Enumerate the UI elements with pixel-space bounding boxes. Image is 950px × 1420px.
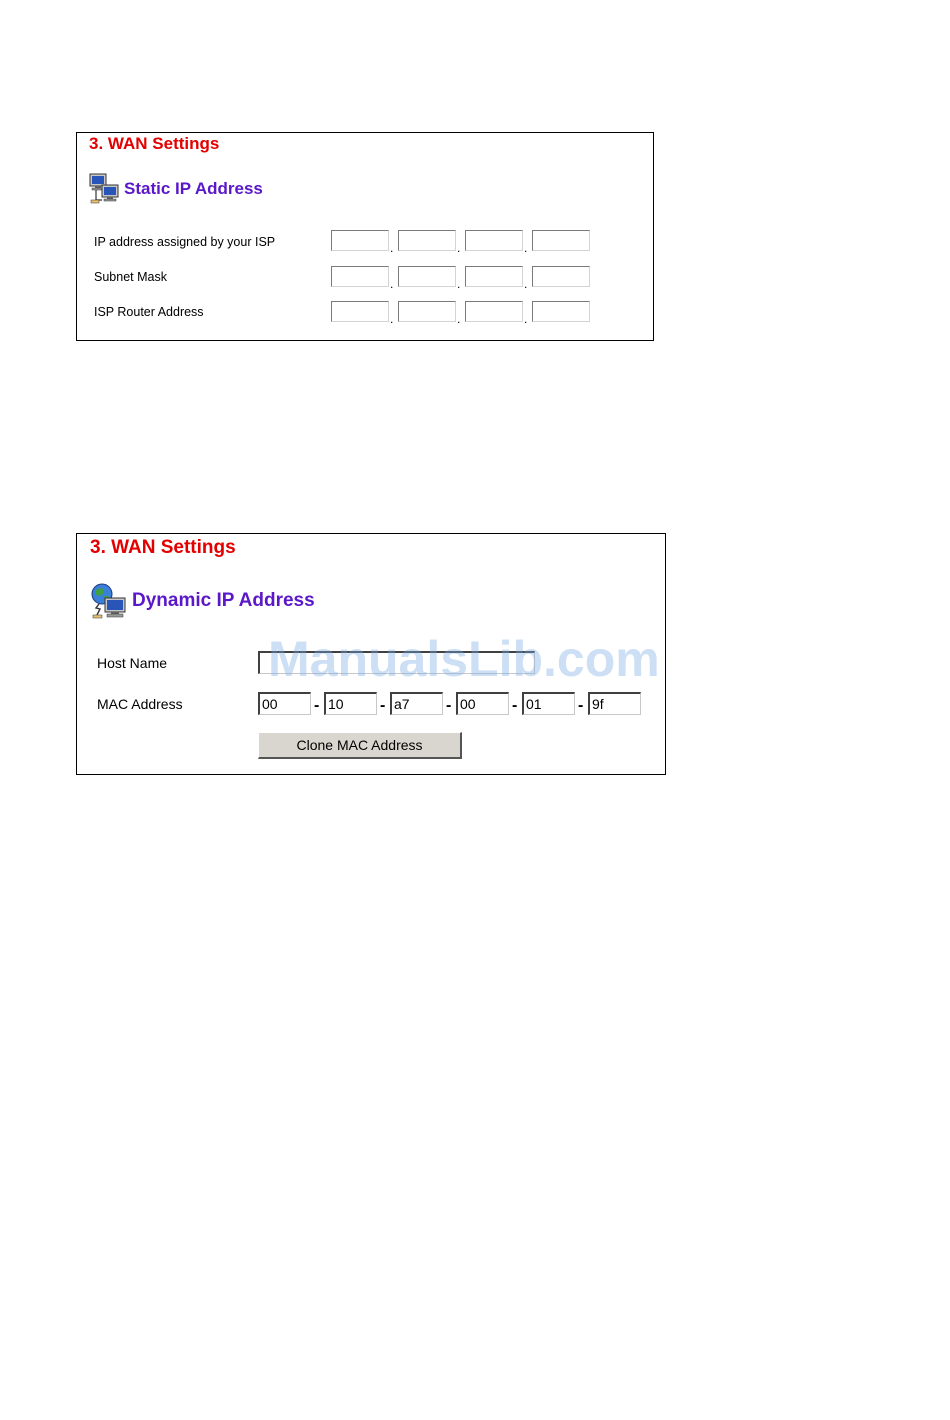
dash-separator: - xyxy=(512,697,518,714)
ip-address-label: IP address assigned by your ISP xyxy=(94,235,276,249)
dot-separator: . xyxy=(457,241,461,255)
mac-address-label: MAC Address xyxy=(97,696,183,712)
dash-separator: - xyxy=(578,697,584,714)
dot-separator: . xyxy=(524,241,528,255)
dynamic-ip-panel xyxy=(76,533,666,775)
mac-octet-4[interactable] xyxy=(456,692,509,715)
dash-separator: - xyxy=(446,697,452,714)
clone-mac-address-button[interactable]: Clone MAC Address xyxy=(258,732,462,759)
mac-octet-3[interactable] xyxy=(390,692,443,715)
mac-octet-5[interactable] xyxy=(522,692,575,715)
static-ip-panel xyxy=(76,132,654,341)
dot-separator: . xyxy=(390,241,394,255)
section-title: 3. WAN Settings xyxy=(90,537,236,558)
ip-address-octet-2[interactable] xyxy=(398,230,456,251)
subnet-mask-octet-2[interactable] xyxy=(398,266,456,287)
subnet-mask-octet-4[interactable] xyxy=(532,266,590,287)
isp-router-octet-3[interactable] xyxy=(465,301,523,322)
ip-address-octet-4[interactable] xyxy=(532,230,590,251)
host-name-label: Host Name xyxy=(97,655,168,671)
dot-separator: . xyxy=(390,312,394,326)
dash-separator: - xyxy=(314,697,320,714)
ip-address-octet-3[interactable] xyxy=(465,230,523,251)
dot-separator: . xyxy=(524,312,528,326)
isp-router-octet-2[interactable] xyxy=(398,301,456,322)
subnet-mask-octet-3[interactable] xyxy=(465,266,523,287)
network-computers-icon xyxy=(88,172,120,204)
dot-separator: . xyxy=(457,277,461,291)
dynamic-ip-subtitle: Dynamic IP Address xyxy=(132,590,315,611)
dot-separator: . xyxy=(457,312,461,326)
globe-computer-icon xyxy=(90,582,128,620)
host-name-input[interactable] xyxy=(258,651,535,674)
mac-octet-1[interactable] xyxy=(258,692,311,715)
subnet-mask-label: Subnet Mask xyxy=(94,270,167,284)
mac-octet-2[interactable] xyxy=(324,692,377,715)
dot-separator: . xyxy=(524,277,528,291)
dot-separator: . xyxy=(390,277,394,291)
isp-router-address-label: ISP Router Address xyxy=(94,305,204,319)
isp-router-octet-1[interactable] xyxy=(331,301,389,322)
static-ip-subtitle: Static IP Address xyxy=(124,179,263,198)
section-title: 3. WAN Settings xyxy=(89,134,220,153)
watermark: ManualsLib.com xyxy=(268,631,660,687)
isp-router-octet-4[interactable] xyxy=(532,301,590,322)
subnet-mask-octet-1[interactable] xyxy=(331,266,389,287)
ip-address-octet-1[interactable] xyxy=(331,230,389,251)
mac-octet-6[interactable] xyxy=(588,692,641,715)
dash-separator: - xyxy=(380,697,386,714)
